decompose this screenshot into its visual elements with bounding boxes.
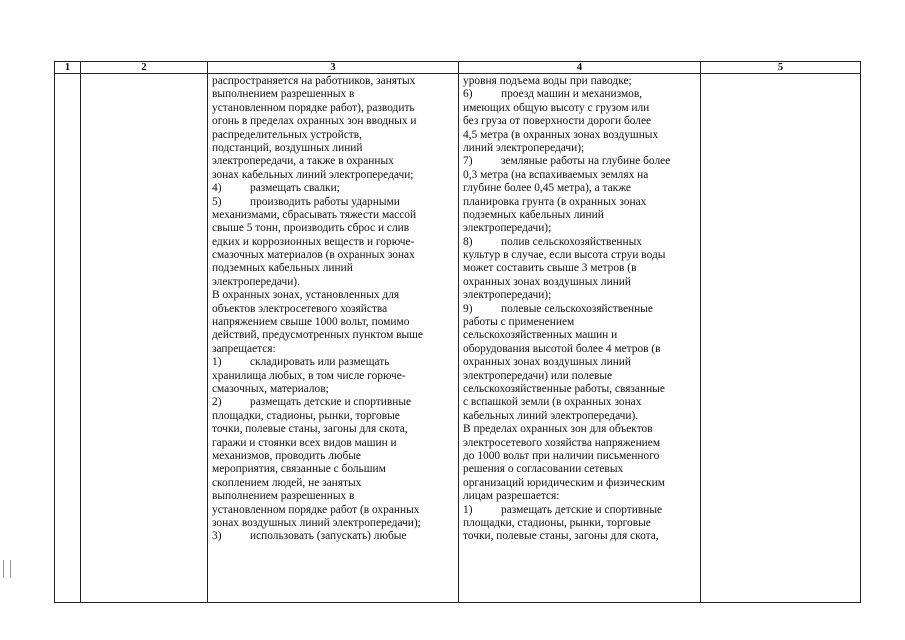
line-text: выполнением разрешенных в <box>212 88 355 101</box>
text-line <box>212 209 456 222</box>
col-3-text <box>208 74 458 544</box>
text-line <box>212 249 456 262</box>
text-line <box>212 343 456 356</box>
text-line <box>212 169 456 182</box>
header-row <box>55 62 861 74</box>
list-number: 3) <box>212 530 222 543</box>
line-text: зонах воздушных линий электропередачи); <box>212 516 421 529</box>
text-line <box>212 316 456 329</box>
line-text: гаражи и стоянки всех видов машин и <box>212 436 397 449</box>
text-line <box>212 423 456 436</box>
line-text: размещать детские и спортивные <box>501 503 663 516</box>
line-text: механизмов, проводить любые <box>212 449 361 462</box>
text-line <box>212 102 456 115</box>
line-text: полевые сельскохозяйственные <box>501 302 653 315</box>
line-text: размещать свалки; <box>250 182 340 195</box>
text-line <box>212 182 456 195</box>
col-4-text <box>459 74 700 544</box>
line-text: запрещается: <box>212 342 276 355</box>
line-text: зонах кабельных линий электропередачи; <box>212 168 414 181</box>
document-table <box>54 61 861 603</box>
text-line <box>212 88 456 101</box>
text-line <box>463 396 698 409</box>
body-row <box>55 74 861 603</box>
text-line <box>212 155 456 168</box>
text-line <box>463 142 698 155</box>
line-text: распределительных устройств, <box>212 128 362 141</box>
text-line <box>463 410 698 423</box>
list-number: 1) <box>463 503 473 516</box>
line-text: кабельных линий электропередачи). <box>463 409 639 422</box>
text-line <box>212 262 456 275</box>
line-text: хранилища любых, в том числе горюче- <box>212 369 406 382</box>
cell-col-2 <box>81 74 208 603</box>
line-text: действий, предусмотренных пунктом выше <box>212 329 423 342</box>
text-line <box>212 75 456 88</box>
text-line <box>463 370 698 383</box>
text-line <box>212 450 456 463</box>
text-line <box>463 102 698 115</box>
text-line <box>463 450 698 463</box>
text-line <box>463 155 698 168</box>
line-text: электропередачи); <box>463 289 552 302</box>
cell-col-4 <box>459 74 701 603</box>
line-text: электропередачи); <box>463 222 552 235</box>
list-number: 6) <box>463 88 473 101</box>
text-line <box>463 437 698 450</box>
text-line <box>463 236 698 249</box>
text-line <box>463 343 698 356</box>
text-line <box>212 396 456 409</box>
text-line <box>463 209 698 222</box>
line-text: земляные работы на глубине более <box>501 155 671 168</box>
line-text: складировать или размещать <box>250 356 390 369</box>
text-line <box>463 530 698 543</box>
margin-mark <box>3 560 11 578</box>
text-line <box>212 490 456 503</box>
line-text: сельскохозяйственные работы, связанные <box>463 382 665 395</box>
text-line <box>212 383 456 396</box>
col-header-1: 1 <box>55 62 81 74</box>
line-text: точки, полевые станы, загоны для скота, <box>212 423 408 436</box>
line-text: установленном порядке работ), разводить <box>212 101 415 114</box>
text-line <box>463 115 698 128</box>
col-header-5: 5 <box>701 62 861 74</box>
text-line <box>463 222 698 235</box>
text-line <box>212 289 456 302</box>
line-text: решения о согласовании сетевых <box>463 463 624 476</box>
cell-col-1 <box>55 74 81 603</box>
text-line <box>463 463 698 476</box>
line-text: 4,5 метра (в охранных зонах воздушных <box>463 128 659 141</box>
text-line <box>212 477 456 490</box>
list-number: 7) <box>463 155 473 168</box>
list-number: 1) <box>212 356 222 369</box>
line-text: 0,3 метра (на вспахиваемых землях на <box>463 168 649 181</box>
text-line <box>463 383 698 396</box>
line-text: оборудования высотой более 4 метров (в <box>463 342 661 355</box>
list-number: 9) <box>463 302 473 315</box>
line-text: мероприятия, связанные с большим <box>212 463 386 476</box>
list-number: 2) <box>212 396 222 409</box>
text-line <box>463 490 698 503</box>
line-text: полив сельскохозяйственных <box>501 235 642 248</box>
line-text: подземных кабельных линий <box>212 262 353 275</box>
text-line <box>212 329 456 342</box>
line-text: культур в случае, если высота струи воды <box>463 249 666 262</box>
line-text: напряжением свыше 1000 вольт, помимо <box>212 316 410 329</box>
col-header-2: 2 <box>81 62 208 74</box>
line-text: производить работы ударными <box>250 195 400 208</box>
text-line <box>212 463 456 476</box>
line-text: работы с применением <box>463 316 575 329</box>
line-text: глубине более 0,45 метра), а также <box>463 182 631 195</box>
text-line <box>463 517 698 530</box>
text-line <box>463 196 698 209</box>
line-text: использовать (запускать) любые <box>250 530 407 543</box>
text-line <box>212 530 456 543</box>
text-line <box>212 370 456 383</box>
line-text: площадки, стадионы, рынки, торговые <box>463 516 651 529</box>
text-line <box>212 437 456 450</box>
line-text: сельскохозяйственных машин и <box>463 329 618 342</box>
line-text: распространяется на работников, занятых <box>212 75 416 87</box>
text-line <box>463 276 698 289</box>
line-text: В охранных зонах, установленных для <box>212 289 400 302</box>
line-text: организаций юридическим и физическим <box>463 476 665 489</box>
text-line <box>212 303 456 316</box>
text-line <box>463 182 698 195</box>
text-line <box>463 88 698 101</box>
text-line <box>212 142 456 155</box>
text-line <box>463 262 698 275</box>
col-header-3: 3 <box>208 62 459 74</box>
line-text: охранных зонах воздушных линий <box>463 275 631 288</box>
list-number: 8) <box>463 235 473 248</box>
line-text: электропередачи, а также в охранных <box>212 155 394 168</box>
line-text: электропередачи). <box>212 275 300 288</box>
text-line <box>463 356 698 369</box>
line-text: лицам разрешается: <box>463 490 560 503</box>
line-text: точки, полевые станы, загоны для скота, <box>463 530 659 543</box>
line-text: планировка грунта (в охранных зонах <box>463 195 647 208</box>
line-text: смазочных материалов (в охранных зонах <box>212 249 415 262</box>
line-text: до 1000 вольт при наличии письменного <box>463 449 660 462</box>
line-text: В пределах охранных зон для объектов <box>463 423 653 436</box>
text-line <box>212 196 456 209</box>
line-text: подземных кабельных линий <box>463 208 604 221</box>
line-text: охранных зонах воздушных линий <box>463 356 631 369</box>
text-line <box>212 410 456 423</box>
line-text: без груза от поверхности дороги более <box>463 115 652 128</box>
line-text: площадки, стадионы, рынки, торговые <box>212 409 400 422</box>
text-line <box>212 504 456 517</box>
text-line <box>212 236 456 249</box>
line-text: смазочных, материалов; <box>212 382 329 395</box>
list-number: 4) <box>212 182 222 195</box>
line-text: электропередачи) или полевые <box>463 369 613 382</box>
text-line <box>463 477 698 490</box>
text-line <box>463 316 698 329</box>
line-text: скоплением людей, не занятых <box>212 476 362 489</box>
text-line <box>463 169 698 182</box>
cell-col-5 <box>701 74 861 603</box>
text-line <box>212 129 456 142</box>
line-text: проезд машин и механизмов, <box>501 88 643 101</box>
text-line <box>463 75 698 88</box>
cell-col-3 <box>208 74 459 603</box>
line-text: уровня подъема воды при паводке; <box>463 75 632 87</box>
line-text: с вспашкой земли (в охранных зонах <box>463 396 642 409</box>
text-line <box>463 129 698 142</box>
line-text: механизмами, сбрасывать тяжести массой <box>212 208 417 221</box>
line-text: едких и коррозионных веществ и горюче- <box>212 235 415 248</box>
line-text: подстанций, воздушных линий <box>212 141 363 154</box>
text-line <box>212 222 456 235</box>
text-line <box>463 329 698 342</box>
text-line <box>463 289 698 302</box>
col-header-4: 4 <box>459 62 701 74</box>
line-text: может составить свыше 3 метров (в <box>463 262 637 275</box>
line-text: огонь в пределах охранных зон вводных и <box>212 115 417 128</box>
text-line <box>212 517 456 530</box>
line-text: линий электропередачи); <box>463 141 585 154</box>
text-line <box>212 276 456 289</box>
line-text: выполнением разрешенных в <box>212 490 355 503</box>
line-text: электросетевого хозяйства напряжением <box>463 436 661 449</box>
text-line <box>463 249 698 262</box>
text-line <box>463 303 698 316</box>
line-text: установленном порядке работ (в охранных <box>212 503 420 516</box>
line-text: размещать детские и спортивные <box>250 396 412 409</box>
line-text: имеющих общую высоту с грузом или <box>463 101 650 114</box>
text-line <box>463 423 698 436</box>
list-number: 5) <box>212 195 222 208</box>
line-text: свыше 5 тонн, производить сброс и слив <box>212 222 410 235</box>
text-line <box>463 504 698 517</box>
text-line <box>212 356 456 369</box>
line-text: объектов электросетевого хозяйства <box>212 302 388 315</box>
text-line <box>212 115 456 128</box>
